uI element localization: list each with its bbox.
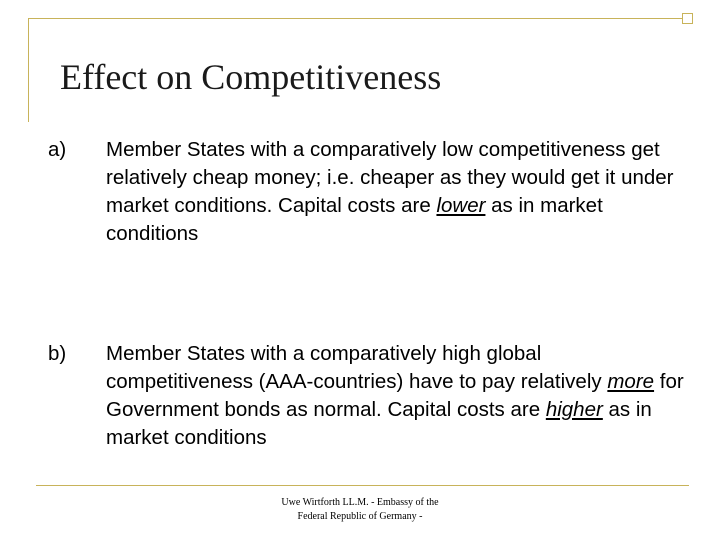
list-marker: b) (48, 342, 67, 365)
text-run: as in market conditions (106, 398, 652, 449)
list-item-b (48, 340, 688, 460)
footer-line-2: Federal Republic of Germany - (297, 511, 423, 522)
text-run: for Government bonds as normal. Capital costs are (106, 370, 684, 421)
frame-corner-square (682, 13, 693, 24)
footer-rule (36, 485, 689, 486)
text-run: Member States with a comparatively high global competitiveness (AAA-countries) have to pay relatively (106, 342, 608, 393)
list-item-a (48, 136, 688, 286)
text-run: Member States with a comparatively low competitiveness get relatively cheap money; i.e. cheaper as they would get it under market conditions. Capital costs are (106, 138, 674, 217)
footer-line-1: Uwe Wirtforth LL.M. - Embassy of the (281, 497, 439, 508)
frame-top-rule (28, 18, 692, 19)
list-item-text (106, 340, 686, 452)
slide-title: Effect on Competitiveness (60, 57, 442, 97)
emphasis-more: more (607, 370, 655, 393)
text-run: as in market conditions (106, 194, 603, 245)
list-item-text (106, 136, 686, 248)
emphasis-higher: higher (545, 398, 603, 421)
list-marker: a) (48, 138, 67, 161)
emphasis-lower: lower (436, 194, 486, 217)
frame-left-rule (28, 18, 29, 122)
footer (210, 496, 510, 524)
